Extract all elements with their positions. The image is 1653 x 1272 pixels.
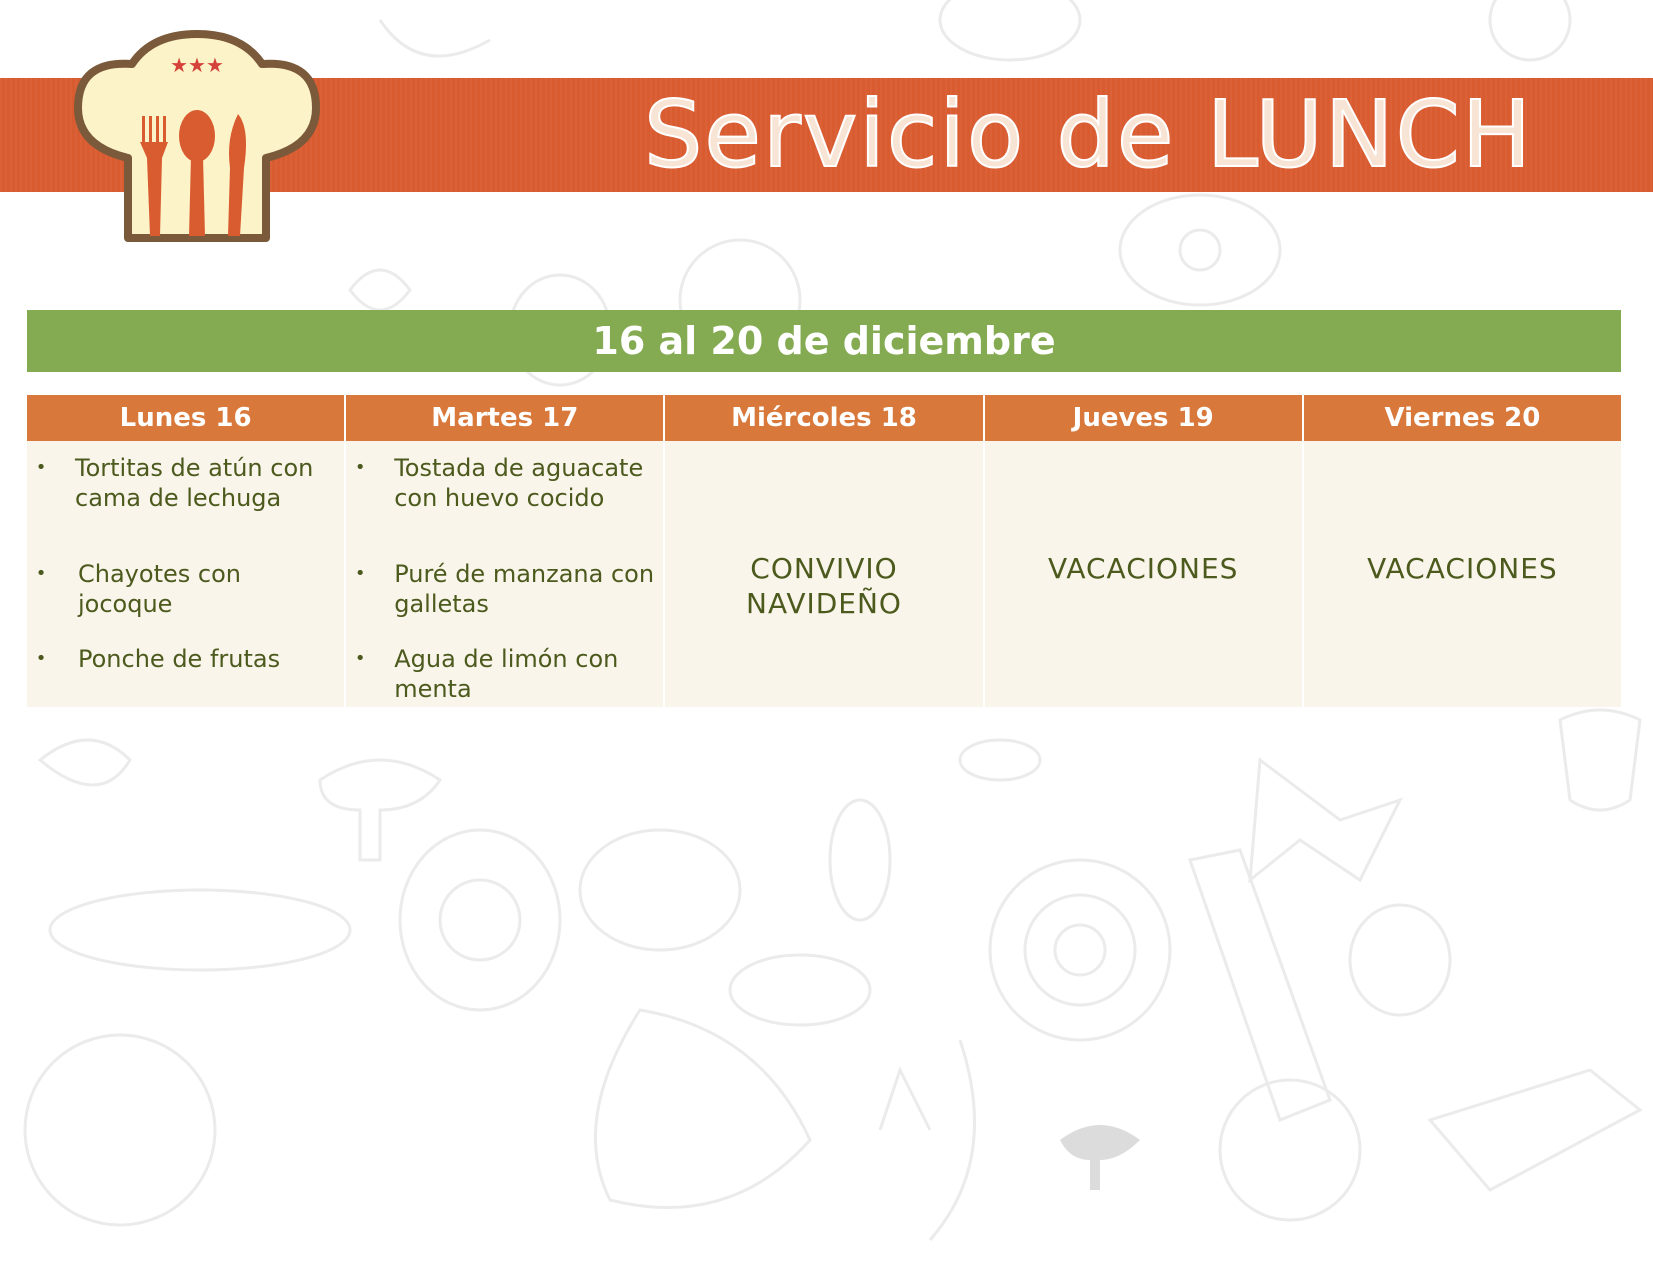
day-column-lunes <box>27 395 346 707</box>
menu-item-text: Puré de manzana con galletas <box>394 560 655 618</box>
day-column-jueves <box>985 395 1304 707</box>
menu-item-text: Agua de limón con menta <box>394 645 619 703</box>
day-menu <box>346 441 663 707</box>
day-header: Jueves 19 <box>985 395 1302 441</box>
menu-item-text: Ponche de frutas <box>78 645 281 673</box>
day-menu <box>1304 441 1621 707</box>
list-item <box>346 644 657 704</box>
menu-item-text: Tostada de aguacate con huevo cocido <box>394 454 644 512</box>
vacation-note: VACACIONES <box>1367 552 1558 585</box>
day-column-martes <box>346 395 665 707</box>
week-range-bar: 16 al 20 de diciembre <box>27 310 1621 372</box>
bullet-icon: • <box>35 457 47 478</box>
day-column-viernes <box>1304 395 1621 707</box>
list-item <box>27 559 338 619</box>
bullet-icon: • <box>354 457 366 478</box>
chef-hat-logo <box>70 28 324 248</box>
list-item <box>27 644 338 674</box>
day-menu <box>27 441 344 707</box>
menu-table <box>27 395 1621 707</box>
list-item <box>27 453 338 513</box>
bullet-icon: • <box>354 563 366 584</box>
bullet-icon: • <box>35 648 47 669</box>
bullet-icon: • <box>35 563 47 584</box>
day-header: Miércoles 18 <box>665 395 982 441</box>
day-header: Lunes 16 <box>27 395 344 441</box>
day-menu <box>665 441 982 707</box>
rating-stars: ★★★ <box>170 53 224 77</box>
event-note: CONVIVIO NAVIDEÑO <box>746 552 902 620</box>
day-column-miercoles <box>665 395 984 707</box>
list-item <box>346 559 657 619</box>
day-header: Martes 17 <box>346 395 663 441</box>
day-header: Viernes 20 <box>1304 395 1621 441</box>
menu-item-text: Tortitas de atún con cama de lechuga <box>75 454 314 512</box>
list-item <box>346 453 657 513</box>
vacation-note: VACACIONES <box>1047 552 1239 585</box>
menu-item-text: Chayotes con jocoque <box>78 560 241 618</box>
bullet-icon: • <box>354 648 366 669</box>
page-title: Servicio de LUNCH <box>644 81 1533 188</box>
day-menu <box>985 441 1302 707</box>
